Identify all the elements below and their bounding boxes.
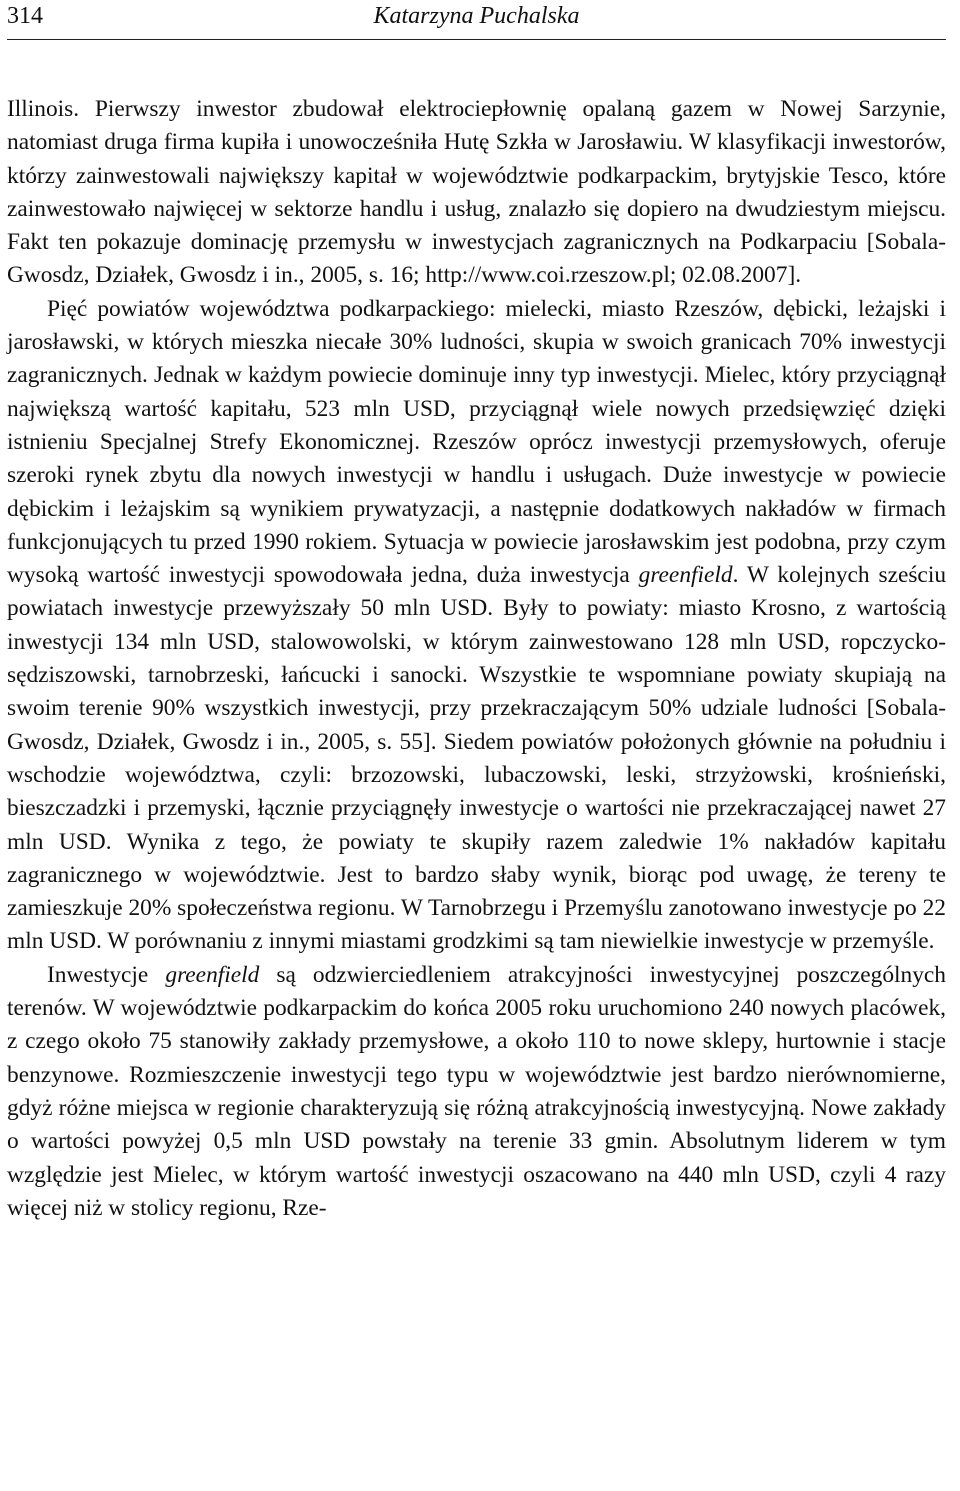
body-text: [7, 93, 946, 1225]
paragraph-2-text-a: Pięć powiatów województwa podkarpackiego: mielecki, miasto Rzeszów, dębicki, leżajski i jarosławski, w których mieszka niecałe 30% ludności, skupia w swoich granicach 70% inwestycji zagranicznych. Jednak w każdym powiecie dominuje inny typ inwestycji. Mielec, który przyciągnął największą wartość kapitału, 523 mln USD, przyciągnął wiele nowych przedsięwzięć dzięki istnieniu Specjalnej Strefy Ekonomicznej. Rzeszów oprócz inwestycji przemysłowych, oferuje szeroki rynek zbytu dla nowych inwestycji w handlu i usługach. Duże inwestycje w powiecie dębickim i leżajskim są wynikiem prywatyzacji, a następnie dodatkowych nakładów w firmach funkcjonujących tu przed 1990 rokiem. Sytuacja w powiecie jarosławskim jest podobna, przy czym wysoką wartość inwestycji spowodowała jedna, duża inwestycja: [7, 295, 946, 589]
paragraph-3-text-a: Inwestycje: [47, 961, 166, 988]
paragraph-1: [7, 93, 946, 293]
paragraph-1-text: Illinois. Pierwszy inwestor zbudował elektrociepłownię opalaną gazem w Nowej Sarzynie, natomiast druga firma kupiła i unowocześniła Hutę Szkła w Jarosławiu. W klasyfikacji inwestorów, którzy zainwestowali największy kapitał w województwie podkarpackim, brytyjskie Tesco, które zainwestowało najwięcej w sektorze handlu i usług, znalazło się dopiero na dwudziestym miejscu. Fakt ten pokazuje dominację przemysłu w inwestycjach zagranicznych na Podkarpaciu [Sobala-Gwosdz, Działek, Gwosdz i in., 2005, s. 16; http://www.coi.rzeszow.pl; 02.08.2007].: [7, 96, 946, 289]
paragraph-2: [7, 293, 946, 959]
header-rule: [7, 39, 946, 40]
running-head-author: Katarzyna Puchalska: [373, 3, 580, 29]
paragraph-3: [7, 959, 946, 1225]
paragraph-3-italic-term: greenfield: [165, 961, 260, 988]
paragraph-2-italic-term: greenfield: [638, 562, 733, 589]
paragraph-3-text-b: są odzwierciedleniem atrakcyjności inwestycyjnej poszczególnych terenów. W województwie podkarpackim do końca 2005 roku uruchomiono 240 nowych placówek, z czego około 75 stanowiły zakłady przemysłowe, a około 110 to nowe sklepy, hurtownie i stacje benzynowe. Rozmieszczenie inwestycji tego typu w województwie jest bardzo nierównomierne, gdyż różne miejsca w regionie charakteryzują się różną atrakcyjnością inwestycyjną. Nowe zakłady o wartości powyżej 0,5 mln USD powstały na terenie 33 gmin. Absolutnym liderem w tym względzie jest Mielec, w którym wartość inwestycji oszacowano na 440 mln USD, czyli 4 razy więcej niż w stolicy regionu, Rze-: [7, 961, 946, 1221]
paragraph-2-text-b: . W kolejnych sześciu powiatach inwestycje przewyższały 50 mln USD. Były to powiaty: miasto Krosno, z wartością inwestycji 134 mln USD, stalowowolski, w którym zainwestowano 128 mln USD, ropczycko-sędziszowski, tarnobrzeski, łańcucki i sanocki. Wszystkie te wspomniane powiaty skupiają na swoim terenie 90% wszystkich inwestycji, przy przekraczającym 50% udziale ludności [Sobala-Gwosdz, Działek, Gwosdz i in., 2005, s. 55]. Siedem powiatów położonych głównie na południu i wschodzie województwa, czyli: brzozowski, lubaczowski, leski, strzyżowski, krośnieński, bieszczadzki i przemyski, łącznie przyciągnęły inwestycje o wartości nie przekraczającej nawet 27 mln USD. Wynika z tego, że powiaty te skupiły razem zaledwie 1% nakładów kapitału zagranicznego w województwie. Jest to bardzo słaby wynik, biorąc pod uwagę, że tereny te zamieszkuje 20% społeczeństwa regionu. W Tarnobrzegu i Przemyślu zanotowano inwestycje po 22 mln USD. W porównaniu z innymi miastami grodzkimi są tam niewielkie inwestycje w przemyśle.: [7, 562, 947, 955]
running-head: [7, 0, 946, 44]
page-number: 314: [7, 3, 43, 29]
